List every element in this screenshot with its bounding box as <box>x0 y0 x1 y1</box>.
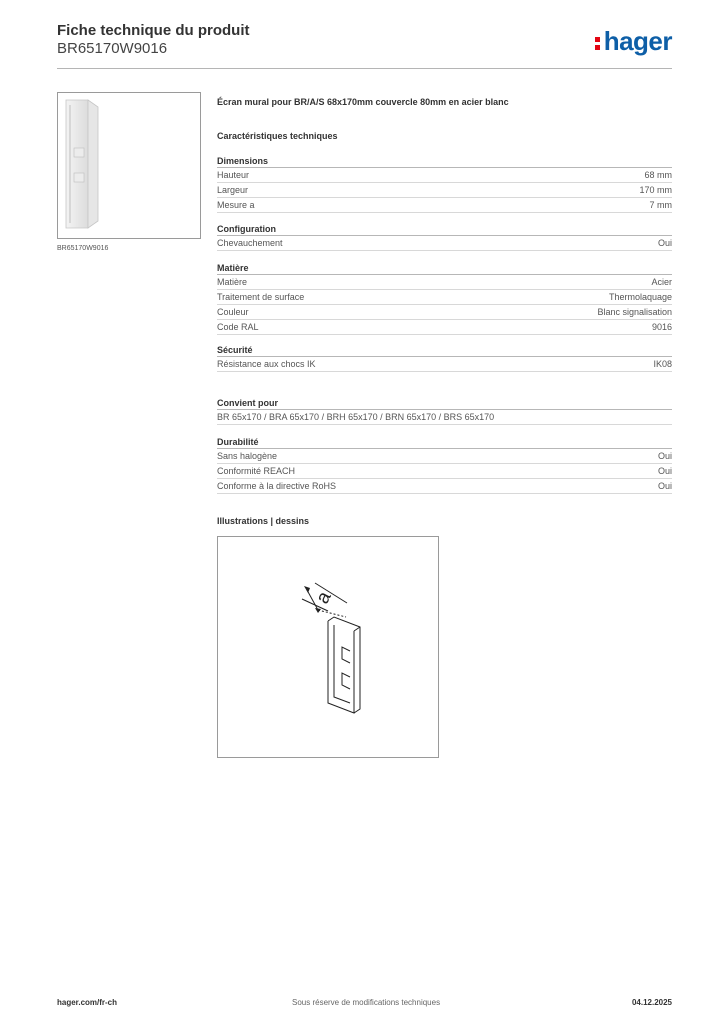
spec-row: Chevauchement Oui <box>217 236 672 251</box>
footer-website-link[interactable]: hager.com/fr-ch <box>57 998 118 1007</box>
spec-row: Mesure a 7 mm <box>217 198 672 213</box>
header-divider <box>57 68 672 69</box>
section-suitable-for <box>217 396 672 425</box>
spec-row: Code RAL 9016 <box>217 320 672 335</box>
product-title: Écran mural pour BR/A/S 68x170mm couvercle 80mm en acier blanc <box>217 97 509 107</box>
wall-screen-icon <box>58 93 200 238</box>
section-title: Configuration <box>217 222 672 236</box>
spec-row: Traitement de surface Thermolaquage <box>217 290 672 305</box>
dimension-label: a <box>312 588 336 608</box>
section-title: Sécurité <box>217 343 672 357</box>
logo-dots-icon <box>595 32 602 52</box>
section-title: Matière <box>217 261 672 275</box>
spec-row: BR 65x170 / BRA 65x170 / BRH 65x170 / BRN 65x170 / BRS 65x170 <box>217 410 672 425</box>
section-configuration <box>217 222 672 251</box>
spec-row: Conforme à la directive RoHS Oui <box>217 479 672 494</box>
spec-row: Couleur Blanc signalisation <box>217 305 672 320</box>
illustrations-heading: Illustrations | dessins <box>217 516 310 526</box>
section-durability <box>217 435 672 494</box>
product-reference: BR65170W9016 <box>57 40 168 57</box>
section-dimensions <box>217 154 672 213</box>
spec-row: Sans halogène Oui <box>217 449 672 464</box>
spec-row: Hauteur 68 mm <box>217 168 672 183</box>
spec-row: Matière Acier <box>217 275 672 290</box>
thumbnail-caption: BR65170W9016 <box>57 245 109 252</box>
section-security <box>217 343 672 372</box>
section-title: Durabilité <box>217 435 672 449</box>
logo-text: hager <box>603 26 672 56</box>
dimension-drawing-icon <box>218 537 438 757</box>
section-material <box>217 261 672 335</box>
section-title: Dimensions <box>217 154 672 168</box>
document-title: Fiche technique du produit <box>57 22 250 39</box>
section-title: Convient pour <box>217 396 672 410</box>
footer-date: 04.12.2025 <box>631 998 672 1007</box>
spec-row: Résistance aux chocs IK IK08 <box>217 357 672 372</box>
spec-row: Largeur 170 mm <box>217 183 672 198</box>
footer-notice: Sous réserve de modifications techniques <box>292 998 441 1007</box>
technical-characteristics-heading: Caractéristiques techniques <box>217 131 338 141</box>
product-thumbnail <box>57 92 201 239</box>
hager-logo <box>595 26 672 57</box>
spec-row: Conformité REACH Oui <box>217 464 672 479</box>
technical-drawing <box>217 536 439 758</box>
